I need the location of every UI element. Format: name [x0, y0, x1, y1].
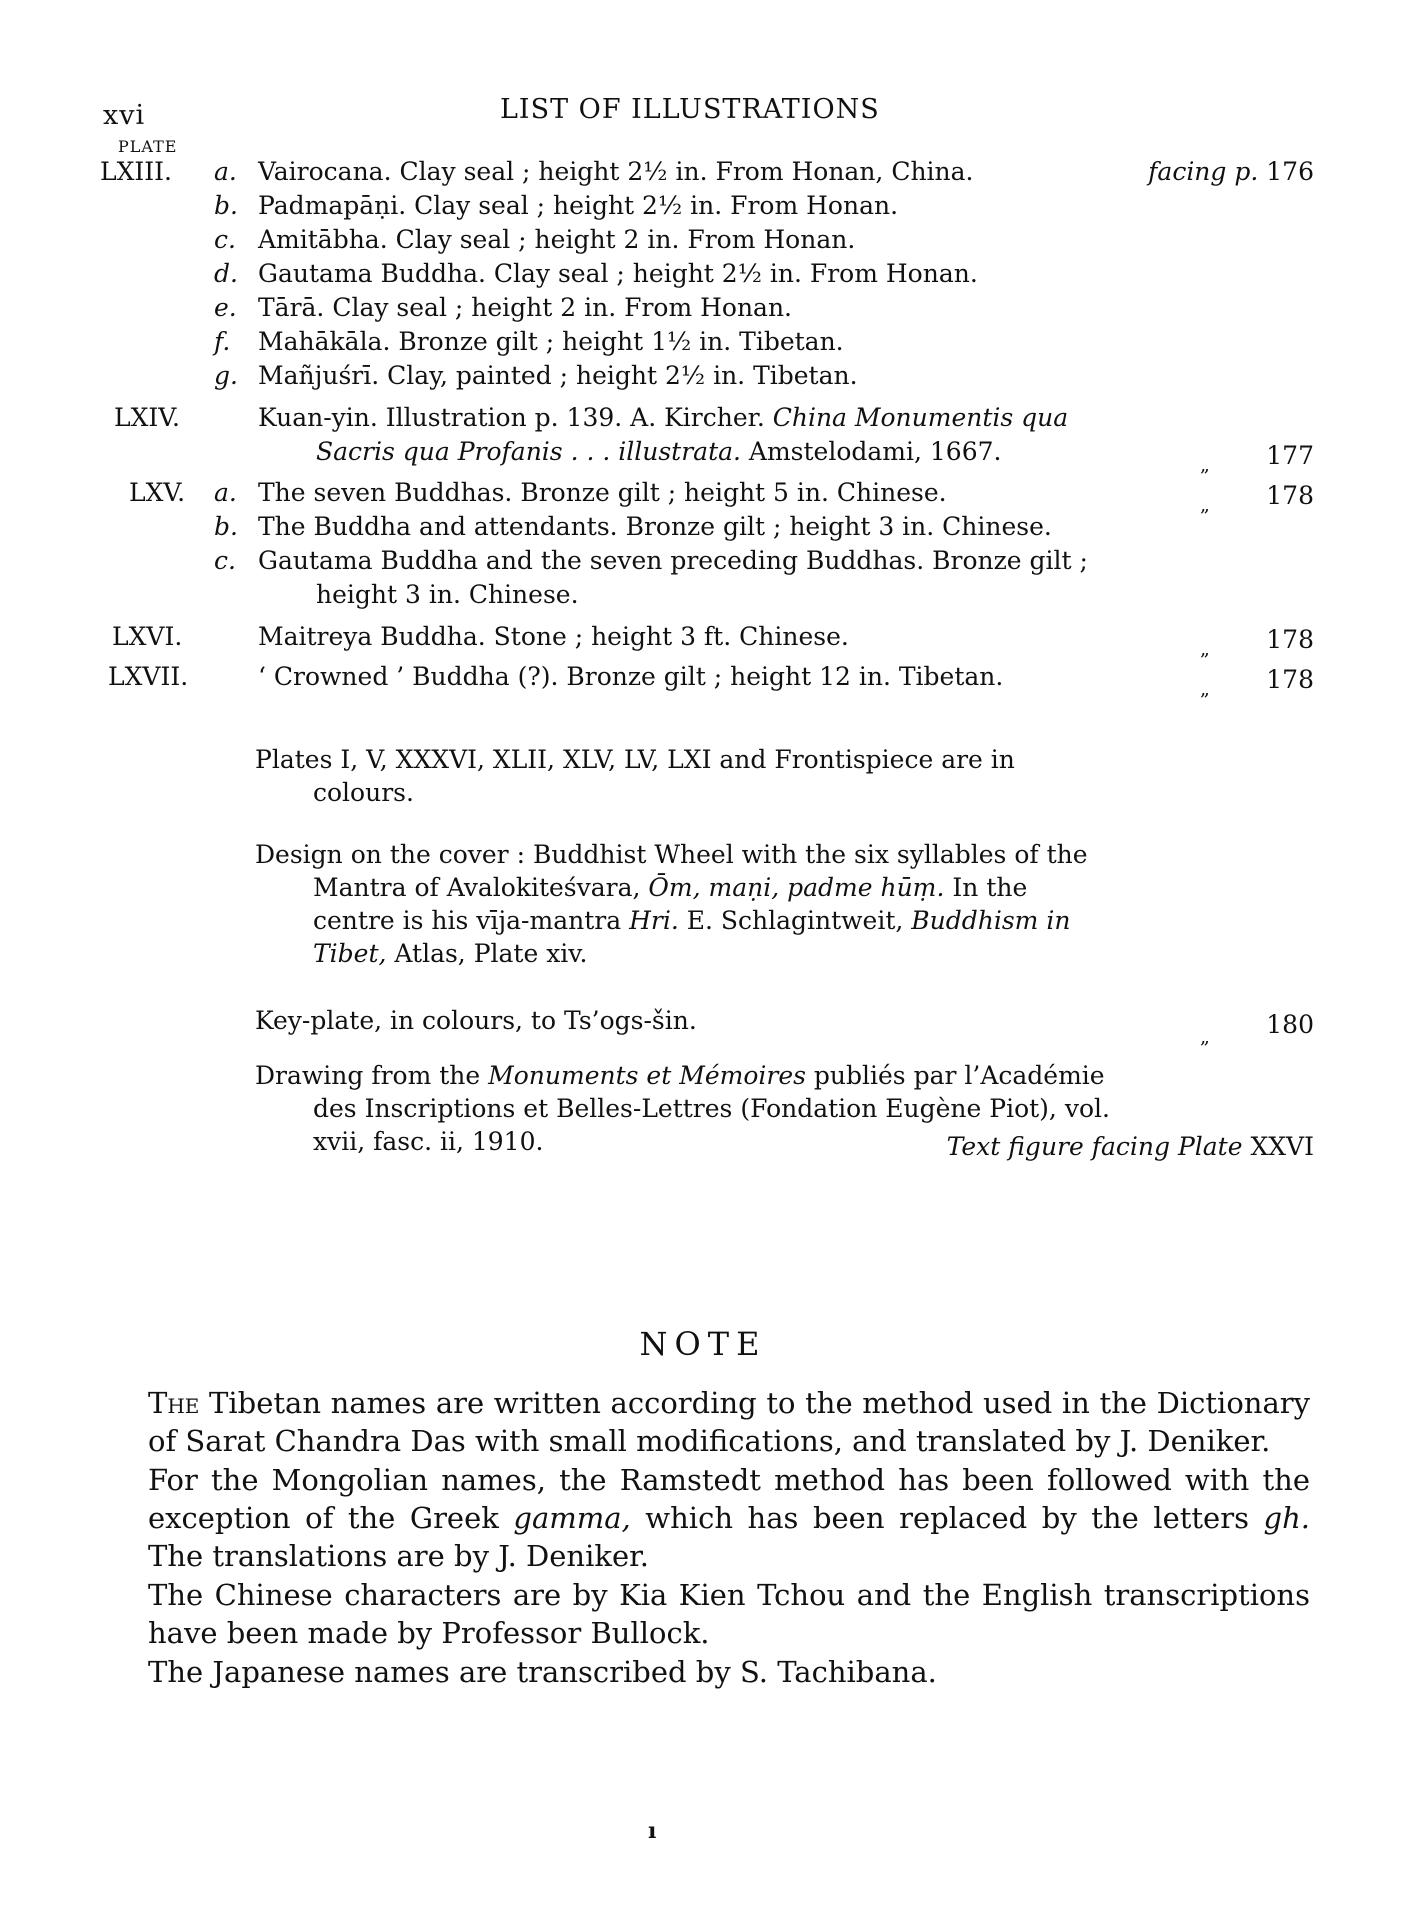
ditto-mark: „: [1200, 454, 1210, 476]
item-description: The seven Buddhas. Bronze gilt ; height 5 in. Chinese.: [258, 478, 947, 507]
note-text: Atlas, Plate xiv.: [386, 939, 588, 968]
paragraph-body: Tibetan names are written according to the method used in the Dictionary of Sarat Chandra Das with small modifications, and translated by J. Deniker.: [148, 1386, 1310, 1458]
reference-italic: Text figure facing Plate: [946, 1132, 1243, 1161]
item-description-cont: [316, 435, 1001, 469]
item-description: Maitreya Buddha. Stone ; height 3 ft. Chinese.: [258, 622, 849, 651]
page-number: xvi: [103, 100, 146, 131]
item-description: Vairocana. Clay seal ; height 2½ in. From Honan, China.: [258, 157, 974, 186]
item-description: Gautama Buddha and the seven preceding Buddhas. Bronze gilt ;: [258, 546, 1088, 575]
item-description: The Buddha and attendants. Bronze gilt ; height 3 in. Chinese.: [258, 512, 1052, 541]
item-text: Amstelodami, 1667.: [740, 437, 1002, 466]
footer-mark: ı: [648, 1818, 657, 1844]
note-line: Key-plate, in colours, to Ts’ogs-šin.: [255, 1006, 697, 1035]
note-text: Mantra of Avalokiteśvara,: [313, 873, 649, 902]
ditto-mark: „: [1200, 678, 1210, 700]
facing-p: p.: [1234, 157, 1259, 186]
plate-roman: LXIII.: [100, 157, 172, 186]
drawing-reference: [947, 1130, 1314, 1164]
item-description: Tārā. Clay seal ; height 2 in. From Honan.: [258, 293, 793, 322]
paragraph-italic: gh.: [1263, 1501, 1310, 1535]
facing-page-number: 180: [1266, 1010, 1314, 1039]
note-line: [255, 937, 1115, 970]
note-line: Plates I, V, XXXVI, XLII, XLV, LV, LXI and Frontispiece are in: [255, 745, 1015, 774]
item-description: Amitābha. Clay seal ; height 2 in. From Honan.: [258, 225, 856, 254]
ditto-mark: „: [1200, 494, 1210, 516]
note-keyplate: [255, 1004, 1115, 1037]
note-text: centre is his vīja-mantra: [313, 906, 630, 935]
page-title: LIST OF ILLUSTRATIONS: [500, 94, 880, 125]
plate-roman: LXVI.: [112, 622, 183, 651]
plate-roman: LXV.: [129, 478, 186, 507]
note-text: Drawing from the: [255, 1061, 489, 1090]
paragraph-lead: The: [148, 1386, 200, 1420]
note-italic: Hri.: [629, 906, 679, 935]
facing-page-number: 178: [1266, 625, 1314, 654]
plate-roman: LXVII.: [108, 662, 189, 691]
item-description: ‘ Crowned ’ Buddha (?). Bronze gilt ; height 12 in. Tibetan.: [258, 662, 1004, 691]
mantra-text: Ōm, maṇi, padme hūṃ.: [648, 873, 945, 902]
plate-column-label: PLATE: [118, 137, 178, 156]
note-paragraph-1: [100, 1384, 1310, 1460]
note-cover-design: [255, 838, 1115, 970]
note-text: In the: [944, 873, 1028, 902]
item-description: [258, 401, 1068, 435]
item-title: China Monumentis qua: [772, 403, 1069, 432]
facing-page-number: 178: [1266, 665, 1314, 694]
paragraph-text: [100, 1461, 1310, 1575]
paragraph-body: The translations are by J. Deniker.: [148, 1539, 650, 1573]
item-letter: a.: [214, 478, 237, 507]
paragraph-body: which has been replaced by the letters: [630, 1501, 1264, 1535]
facing-page-number: 177: [1266, 441, 1314, 470]
paragraph-body: For the Mongolian names, the Ramstedt method has been followed with the exception of the Greek: [148, 1463, 1310, 1535]
item-letter: f.: [214, 327, 231, 356]
item-letter: g.: [214, 361, 238, 390]
book-title: Buddhism in: [911, 906, 1071, 935]
item-description-cont: height 3 in. Chinese.: [316, 580, 579, 609]
paragraph-text: The Japanese names are transcribed by S. Tachibana.: [148, 1655, 937, 1689]
note-paragraph-2: [100, 1461, 1310, 1575]
note-line: des Inscriptions et Belles-Lettres (Fondation Eugène Piot), vol.: [313, 1094, 1110, 1123]
item-text: Kuan-yin. Illustration p. 139. A. Kircher.: [258, 403, 773, 432]
book-title: Monuments et Mémoires: [488, 1061, 806, 1090]
note-line: xvii, fasc. ii, 1910.: [313, 1127, 544, 1156]
item-title: Sacris qua Profanis . . . illustrata.: [316, 437, 741, 466]
ditto-mark: „: [1200, 1026, 1210, 1048]
note-colours: [255, 743, 1115, 809]
note-line: [255, 871, 1115, 904]
plate-roman: LXIV.: [114, 403, 180, 432]
facing-page-number: 178: [1266, 481, 1314, 510]
item-letter: d.: [214, 259, 238, 288]
reference-text: XXVI: [1242, 1132, 1314, 1161]
note-line: Design on the cover : Buddhist Wheel with the six syllables of the: [255, 840, 1088, 869]
paragraph-text: [100, 1384, 1310, 1460]
facing-number: 176: [1266, 157, 1314, 186]
paragraph-italic: gamma,: [513, 1501, 631, 1535]
note-text: E. Schlagintweit,: [678, 906, 912, 935]
item-description: Mahākāla. Bronze gilt ; height 1½ in. Tibetan.: [258, 327, 844, 356]
note-text: publiés par l’Académie: [805, 1061, 1105, 1090]
facing-prefix: facing: [1148, 157, 1227, 186]
book-title: Tibet,: [313, 939, 387, 968]
note-heading: NOTE: [639, 1325, 767, 1363]
item-letter: c.: [214, 546, 236, 575]
note-line: [255, 1059, 1115, 1092]
note-paragraph-3: [100, 1576, 1310, 1652]
item-description: Mañjuśrī. Clay, painted ; height 2½ in. Tibetan.: [258, 361, 858, 390]
item-letter: e.: [214, 293, 237, 322]
item-description: Padmapāṇi. Clay seal ; height 2½ in. From Honan.: [258, 191, 899, 220]
item-letter: a.: [214, 157, 237, 186]
item-description: Gautama Buddha. Clay seal ; height 2½ in. From Honan.: [258, 259, 978, 288]
note-paragraph-4: [100, 1653, 1310, 1691]
note-line: [255, 904, 1115, 937]
plate-facing-page: [1148, 155, 1314, 189]
ditto-mark: „: [1200, 638, 1210, 660]
note-line: colours.: [313, 778, 414, 807]
item-letter: c.: [214, 225, 236, 254]
item-letter: b.: [214, 512, 238, 541]
item-letter: b.: [214, 191, 238, 220]
paragraph-text: The Chinese characters are by Kia Kien Tchou and the English transcriptions have been made by Professor Bullock.: [148, 1578, 1310, 1650]
